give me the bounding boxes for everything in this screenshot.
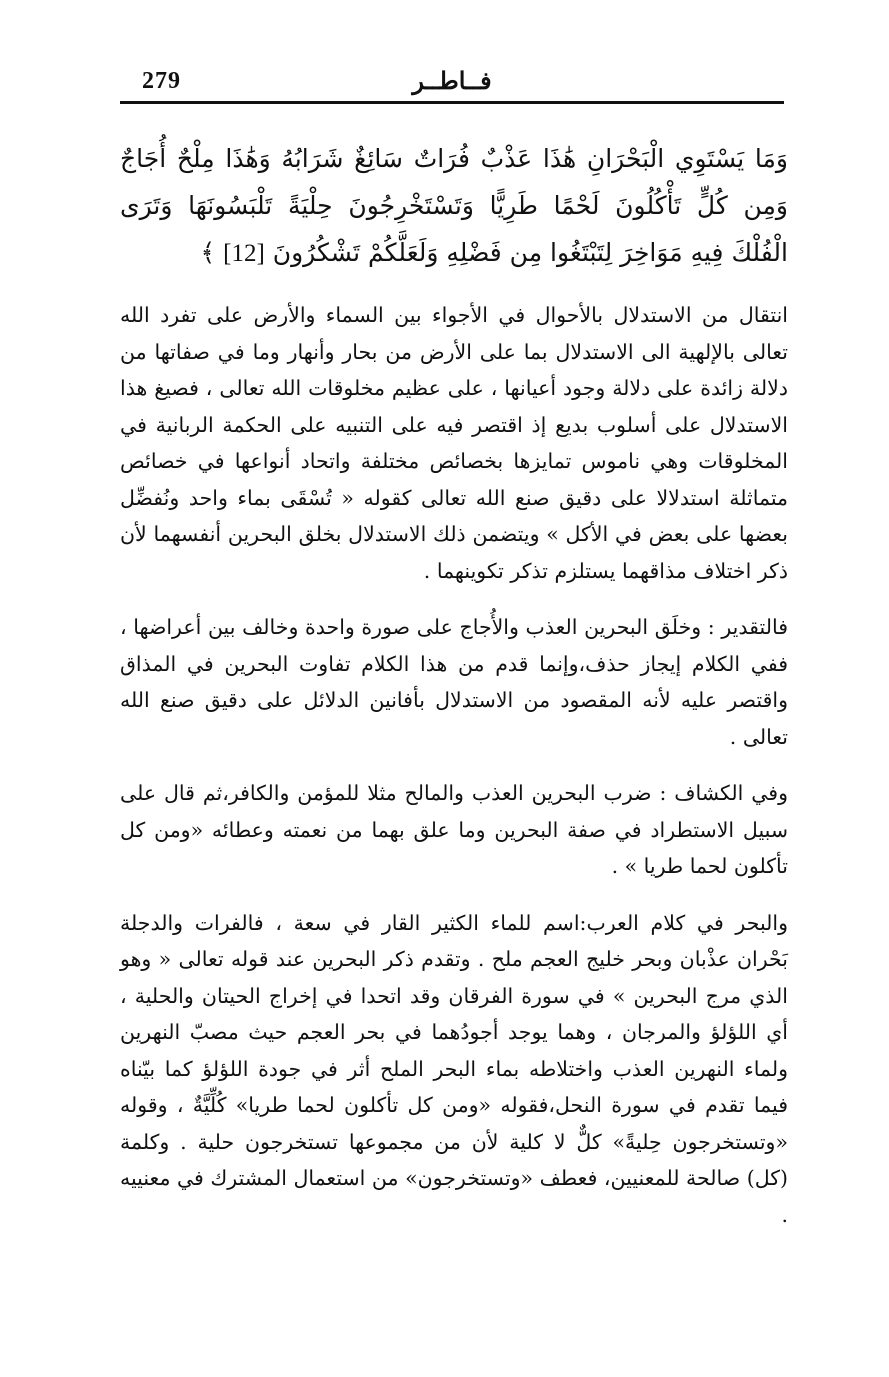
- page-number: 279: [142, 68, 181, 94]
- page-header: [120, 58, 784, 104]
- header-rule: [120, 101, 784, 104]
- verse-end-mark: ﴾: [200, 238, 216, 267]
- verse-text: وَمَا يَسْتَوِي الْبَحْرَانِ هَٰذَا عَذْبٌ فُرَاتٌ سَائِغٌ شَرَابُهُ وَهَٰذَا مِلْحٌ أُجَاجٌ وَمِن كُلٍّ تَأْكُلُونَ لَحْمًا طَرِيًّا وَتَسْتَخْرِجُونَ حِلْيَةً تَلْبَسُونَهَا وَتَرَى الْفُلْكَ فِيهِ مَوَاخِرَ لِتَبْتَغُوا مِن فَضْلِهِ وَلَعَلَّكُمْ تَشْكُرُونَ: [120, 144, 788, 267]
- verse-number: [12]: [223, 240, 265, 267]
- commentary-paragraph: فالتقدير : وخلَق البحرين العذب والأُجاج على صورة واحدة وخالف بين أعراضها ، ففي الكلام إيجاز حذف،وإنما قدم من هذا الكلام تفاوت البحرين في المذاق واقتصر عليه لأنه المقصود من الاستدلال بأفانين الدلائل على دقيق صنع الله تعالى .: [120, 615, 788, 749]
- surah-title: فــاطــر: [412, 66, 492, 95]
- commentary-paragraph: انتقال من الاستدلال بالأحوال في الأجواء بين السماء والأرض على تفرد الله تعالى بالإلهية الى الاستدلال بما على الأرض من بحار وأنهار وما في صفاتها من دلالة زائدة على دلالة وجود أعيانها ، على عظيم مخلوقات الله تعالى ، فصيغ هذا الاستدلال على أسلوب بديع إذ اقتصر فيه على التنبيه على الحكمة الربانية في المخلوقات وهي ناموس تمايزها بخصائص مختلفة واتحاد أنواعها في خصائص متماثلة استدلالا على دقيق صنع الله تعالى كقوله « تُسْقَى بماء واحد ونُفضِّل بعضها على بعض في الأكل » ويتضمن ذلك الاستدلال بخلق البحرين أنفسهما لأن ذكر اختلاف مذاقهما يستلزم تذكر تكوينهما .: [120, 303, 788, 583]
- commentary-paragraph: والبحر في كلام العرب:اسم للماء الكثير القار في سعة ، فالفرات والدجلة بَحْران عذْبان وبحر خليج العجم ملح . وتقدم ذكر البحرين عند قوله تعالى « وهو الذي مرج البحرين » في سورة الفرقان وقد اتحدا في إخراج الحيتان والحلية ، أي اللؤلؤ والمرجان ، وهما يوجد أجودُهما في بحر العجم حيث مصبّ النهرين ولماء النهرين العذب واختلاطه بماء البحر الملح أثر في جودة اللؤلؤ كما بيّناه فيما تقدم في سورة النحل،فقوله «ومن كل تأكلون لحما طريا» كُلِّيَّةٌ ، وقوله «وتستخرجون حِليةً» كلٌّ لا كلية لأن من مجموعها تستخرجون حلية . وكلمة (كل) صالحة للمعنيين، فعطف «وتستخرجون» من استعمال المشترك في معنييه .: [120, 910, 788, 1227]
- page-body: [120, 135, 788, 1253]
- quran-verse: [120, 135, 788, 277]
- commentary-paragraph: وفي الكشاف : ضرب البحرين العذب والمالح مثلا للمؤمن والكافر،ثم قال على سبيل الاستطراد في صفة البحرين وما علق بهما من نعمته وعطائه «ومن كل تأكلون لحما طريا » .: [120, 781, 788, 878]
